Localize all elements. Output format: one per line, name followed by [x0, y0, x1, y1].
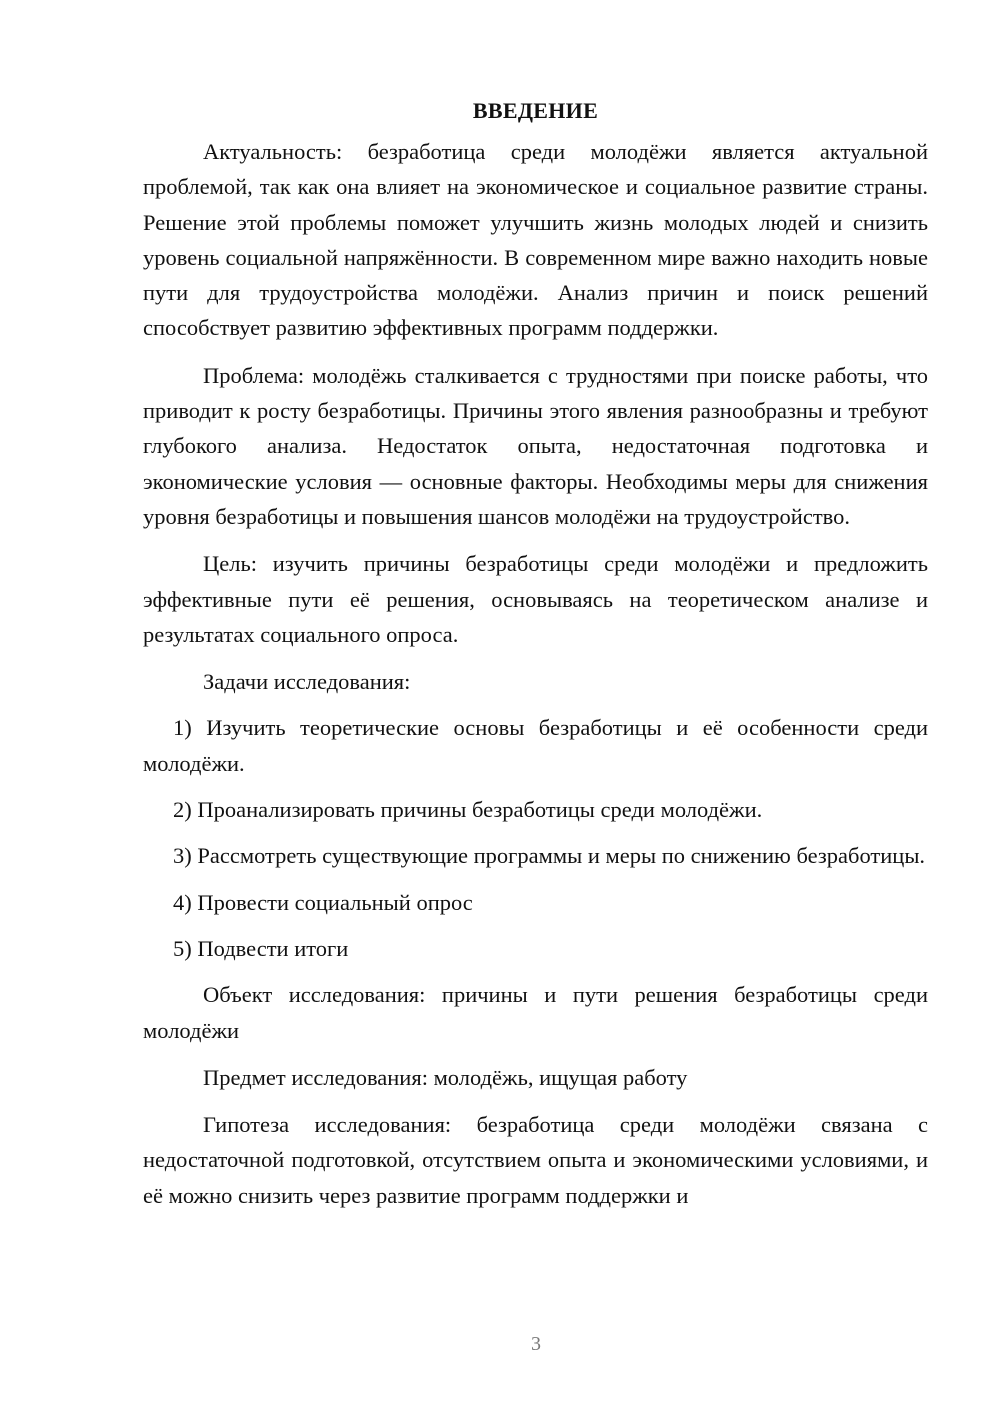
tasks-heading: Задачи исследования:: [203, 669, 411, 695]
paragraph-relevance: Актуальность: безработица среди молодёжи является актуальной проблемой, так как она влияет на экономическое и социальное развитие страны. Решение этой проблемы поможет улучшить жизнь молодых людей и снизить уровень социальной напряжённости. В современном мире важно находить новые пути для трудоустройства молодёжи. Анализ причин и поиск решений способствует развитию эффективных программ поддержки.: [143, 139, 928, 341]
task-item-1: 1) Изучить теоретические основы безработицы и её особенности среди молодёжи.: [143, 715, 928, 776]
paragraph-subject: Предмет исследования: молодёжь, ищущая работу: [203, 1064, 688, 1090]
page-body: [143, 93, 928, 1225]
paragraph-hypothesis: Гипотеза исследования: безработица среди молодёжи связана с недостаточной подготовкой, отсутствием опыта и экономическими условиями, и её можно снизить через развитие программ поддержки и: [143, 1112, 928, 1208]
paragraph-problem: Проблема: молодёжь сталкивается с трудностями при поиске работы, что приводит к росту безработицы. Причины этого явления разнообразны и требуют глубокого анализа. Недостаток опыта, недостаточная подготовка и экономические условия — основные факторы. Необходимы меры для снижения уровня безработицы и повышения шансов молодёжи на трудоустройство.: [143, 362, 928, 529]
paragraph-goal: Цель: изучить причины безработицы среди молодёжи и предложить эффективные пути её решения, основываясь на теоретическом анализе и результатах социального опроса.: [143, 551, 928, 647]
task-item-2: 2) Проанализировать причины безработицы среди молодёжи.: [173, 797, 763, 823]
tasks-list: [143, 710, 928, 966]
task-item-4: 4) Провести социальный опрос: [173, 889, 473, 915]
page-number: 3: [531, 1333, 541, 1355]
paragraph-object: Объект исследования: причины и пути решения безработицы среди молодёжи: [143, 982, 928, 1043]
task-item-3: 3) Рассмотреть существующие программы и меры по снижению безработицы.: [173, 843, 926, 869]
section-title: ВВЕДЕНИЕ: [472, 98, 599, 123]
task-item-5: 5) Подвести итоги: [173, 935, 349, 961]
